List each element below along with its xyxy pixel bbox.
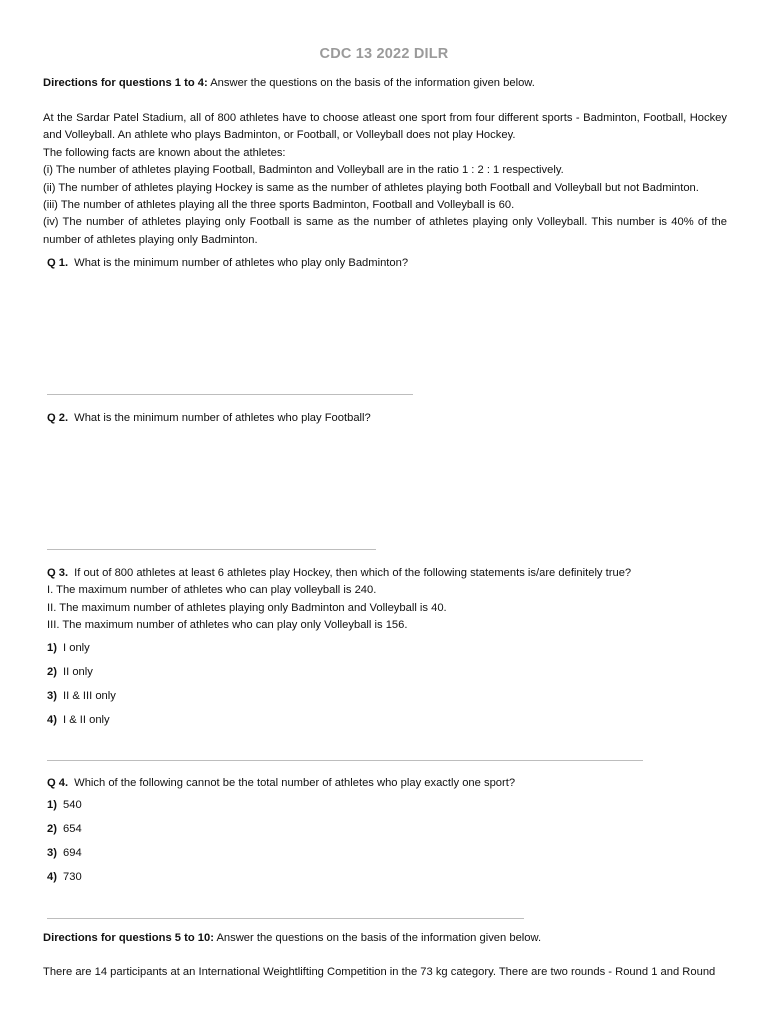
question-2 (47, 410, 731, 427)
option-3[interactable] (47, 688, 731, 712)
divider (47, 918, 524, 919)
directions-set-2 (43, 930, 727, 947)
option-number: 4) (47, 713, 57, 726)
passage-set-2 (43, 964, 727, 981)
directions-text: Answer the questions on the basis of the information given below. (213, 932, 542, 944)
option-text: II & III only (63, 689, 116, 702)
option-2[interactable] (47, 821, 731, 845)
option-4[interactable] (47, 869, 731, 893)
option-text: 730 (63, 871, 82, 884)
question-number: Q 1. (47, 257, 69, 269)
question-1 (47, 255, 731, 272)
passage-intro: At the Sardar Patel Stadium, all of 800 athletes have to choose atleast one sport from four different sports - Badminton, Football, Hockey and Volleyball. An athlete who plays Badminton, or Football, or Volleyball does not play Hockey. (43, 112, 727, 142)
divider (47, 549, 376, 550)
option-number: 2) (47, 823, 57, 836)
options-list (47, 640, 731, 736)
option-text: 540 (63, 799, 82, 812)
option-text: II only (63, 665, 93, 678)
option-number: 1) (47, 641, 57, 654)
question-text: If out of 800 athletes at least 6 athletes play Hockey, then which of the following statements is/are definitely true? (74, 567, 632, 579)
divider (47, 760, 643, 761)
option-2[interactable] (47, 664, 731, 688)
page-title: CDC 13 2022 DILR (319, 46, 449, 62)
option-1[interactable] (47, 797, 731, 821)
passage-facts-heading: The following facts are known about the athletes: (43, 146, 286, 159)
question-number: Q 3. (47, 567, 69, 579)
option-3[interactable] (47, 845, 731, 869)
option-number: 4) (47, 871, 57, 884)
directions-text: Answer the questions on the basis of the information given below. (207, 77, 535, 89)
statement-3: III. The maximum number of athletes who can play only Volleyball is 156. (47, 619, 408, 632)
option-number: 2) (47, 665, 57, 678)
passage-fact-2: (ii) The number of athletes playing Hockey is same as the number of athletes playing both Football and Volleyball but not Badminton. (43, 181, 699, 194)
option-1[interactable] (47, 640, 731, 664)
question-text: What is the minimum number of athletes who play Football? (74, 412, 371, 424)
passage-fact-1: (i) The number of athletes playing Football, Badminton and Volleyball are in the ratio 1 : 2 : 1 respectively. (43, 164, 564, 177)
directions-set-1 (43, 75, 727, 92)
passage-fact-4: (iv) The number of athletes playing only Football is same as the number of athletes playing only Volleyball. This number is 40% of the number of athletes playing only Badminton. (43, 216, 727, 246)
divider (47, 394, 413, 395)
question-3 (47, 565, 731, 736)
options-list (47, 797, 731, 893)
passage-set-1 (43, 110, 727, 249)
question-text: Which of the following cannot be the total number of athletes who play exactly one sport? (74, 777, 516, 789)
option-number: 3) (47, 689, 57, 702)
statement-2: II. The maximum number of athletes playing only Badminton and Volleyball is 40. (47, 601, 447, 614)
option-4[interactable] (47, 712, 731, 736)
option-text: 654 (63, 823, 82, 836)
question-4 (47, 775, 731, 893)
directions-label: Directions for questions 5 to 10: (43, 932, 214, 944)
option-number: 1) (47, 799, 57, 812)
statement-1: I. The maximum number of athletes who can play volleyball is 240. (47, 584, 377, 597)
question-number: Q 4. (47, 777, 69, 789)
option-text: I only (63, 641, 90, 654)
option-number: 3) (47, 847, 57, 860)
passage-text: There are 14 participants at an International Weightlifting Competition in the 73 kg category. There are two rounds - Round 1 and Round (43, 966, 716, 978)
option-text: 694 (63, 847, 82, 860)
directions-label: Directions for questions 1 to 4: (43, 77, 208, 89)
option-text: I & II only (63, 713, 110, 726)
passage-fact-3: (iii) The number of athletes playing all the three sports Badminton, Football and Volleyball is 60. (43, 199, 515, 212)
question-number: Q 2. (47, 412, 69, 424)
question-text: What is the minimum number of athletes who play only Badminton? (74, 257, 409, 269)
